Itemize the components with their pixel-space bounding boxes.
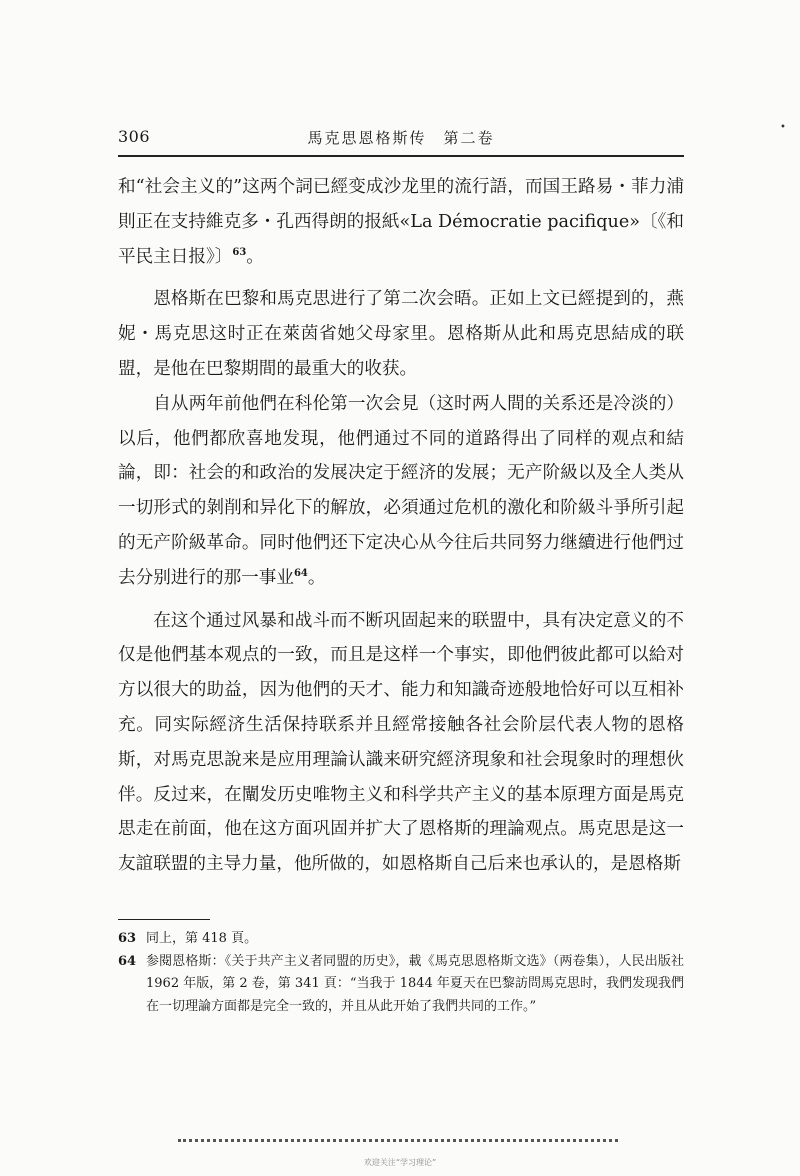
page-header [118,127,684,151]
footnote-ref-63[interactable]: 63 [232,246,247,258]
paragraph-2: 恩格斯在巴黎和馬克思进行了第二次会晤。正如上文已經提到的，燕妮・馬克思这时正在萊茵省她父母家里。恩格斯从此和馬克思結成的联盟，是他在巴黎期間的最重大的收获。 [118,289,684,379]
running-title: 馬克思恩格斯传 第二卷 [307,129,495,147]
paragraph-3-text: 自从两年前他們在科伦第一次会見（这时两人間的关系还是冷淡的）以后，他們都欣喜地发現，他們通过不同的道路得出了同样的观点和結論，即：社会的和政治的发展决定于經济的发展；无产阶級以及全人类从一切形式的剝削和异化下的解放，必須通过危机的激化和阶級斗爭所引起的无产阶級革命。同时他們还下定决心从今往后共同努力继續进行他們过去分别进行的那一事业 [118,393,684,588]
scan-speck: • [780,122,786,133]
footnote-rule [118,919,210,920]
page-number: 306 [118,127,151,146]
paragraph-1 [118,170,684,274]
footnote [118,951,684,1019]
footnote-number: 63 [118,931,137,946]
footnote-number: 64 [118,953,137,969]
scan-marks [178,1139,618,1146]
footnote-text: 同上，第 418 頁。 [146,931,258,946]
footnotes [118,928,684,1018]
footnote [118,928,684,951]
paragraph-1-text: 和“社会主义的”这两个詞已經变成沙龙里的流行語，而国王路易・菲力浦則正在支持維克多・孔西得朗的报紙«La Démocratie pacifique»〔《和平民主日报》〕 [118,177,684,267]
body-text [118,170,684,882]
paragraph-3-end: 。 [307,567,326,588]
footnote-ref-64[interactable]: 64 [293,567,308,579]
footnote-text: 参閱恩格斯：《关于共产主义者同盟的历史》，載《馬克思恩格斯文选》（两卷集），人民出版社 1962 年版，第 2 卷，第 341 頁：“当我于 1844 年夏天在巴黎訪問馬克思时，我們发现我們在一切理論方面都是完全一致的，并且从此开始了我們共同的工作。” [146,953,684,1014]
paragraph-1-end: 。 [246,246,264,267]
header-rule [118,155,684,157]
paragraph-4: 在这个通过风暴和战斗而不断巩固起来的联盟中，具有决定意义的不仅是他們基本观点的一致，而且是这样一个事实，即他們彼此都可以給对方以很大的助益，因为他們的天才、能力和知識奇迹般地恰好可以互相补充。同实际經济生活保持联系并且經常接触各社会阶层代表人物的恩格斯，对馬克思說来是应用理論认識来研究經济現象和社会現象时的理想伙伴。反过来，在闡发历史唯物主义和科学共产主义的基本原理方面是馬克思走在前面，他在这方面巩固并扩大了恩格斯的理論观点。馬克思是这一友誼联盟的主导力量，他所做的，如恩格斯自己后来也承认的，是恩格斯 [118,610,684,875]
paragraph-3 [118,387,684,596]
watermark: 欢迎关注“学习理论” [363,1158,437,1167]
